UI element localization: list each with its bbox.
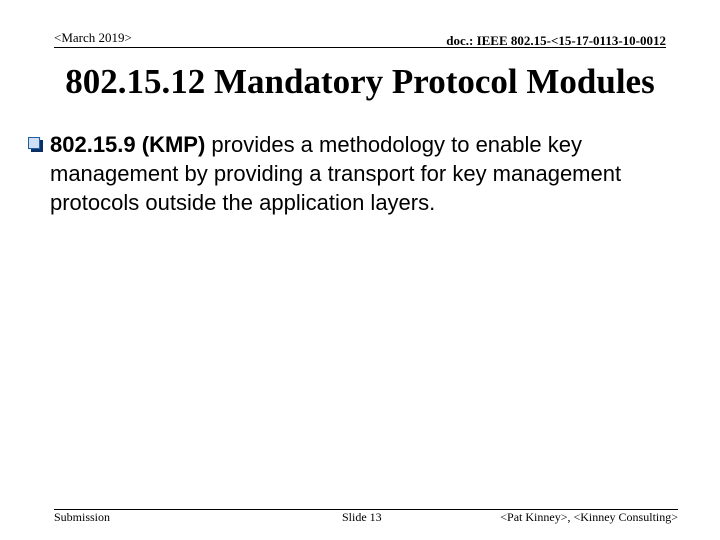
header-divider bbox=[54, 47, 666, 48]
bullet-item bbox=[28, 130, 698, 217]
footer-submission: Submission bbox=[54, 510, 111, 524]
footer-author: <Pat Kinney>, <Kinney Consulting> bbox=[500, 510, 678, 524]
slide-title: 802.15.12 Mandatory Protocol Modules bbox=[65, 62, 655, 101]
bullet-text bbox=[50, 130, 698, 217]
footer-slide-number: Slide 13 bbox=[342, 510, 382, 524]
bullet-body-text: provides a methodology to enable key management by providing a transport for key management protocols outside the application layers. bbox=[50, 132, 622, 215]
bullet-bold-text: 802.15.9 (KMP) bbox=[50, 132, 206, 157]
checkbox-bullet-icon bbox=[28, 137, 43, 152]
header-doc-id: doc.: IEEE 802.15-<15-17-0113-10-0012 bbox=[446, 33, 666, 48]
header-date: <March 2019> bbox=[54, 30, 132, 45]
